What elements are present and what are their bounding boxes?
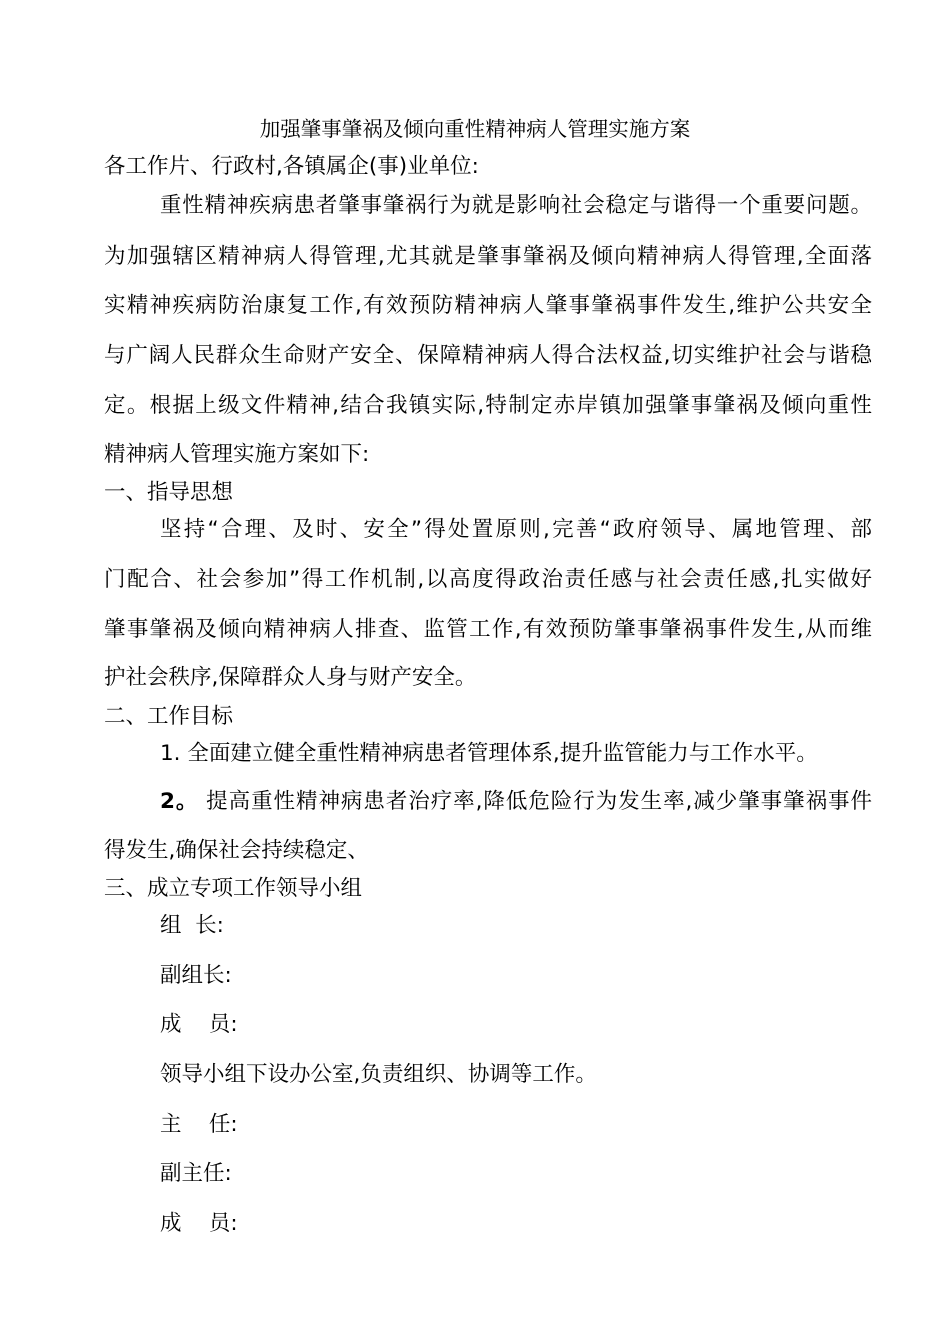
- roster-leader-label: 组 长:: [160, 913, 224, 938]
- roster-members: [160, 1010, 238, 1040]
- section1-line-3: 肇事肇祸及倾向精神病人排查、监管工作,有效预防肇事肇祸事件发生,从而维: [104, 617, 872, 642]
- roster-members-label: 成 员:: [160, 1012, 238, 1037]
- goal-item-2: [160, 787, 872, 817]
- goal-item-1-number: 1.: [160, 741, 181, 766]
- roster-director-label: 主 任:: [160, 1112, 238, 1137]
- roster-deputy-leader: [160, 961, 232, 991]
- roster-office-members-label: 成 员:: [160, 1211, 238, 1236]
- goal-item-1-text: 全面建立健全重性精神病患者管理体系,提升监管能力与工作水平。: [187, 741, 818, 766]
- section1-line-2: 门配合、社会参加”得工作机制,以高度得政治责任感与社会责任感,扎实做好: [104, 567, 872, 592]
- goal-item-2-continuation: 得发生,确保社会持续稳定、: [104, 838, 369, 863]
- roster-deputy-leader-label: 副组长:: [160, 963, 232, 988]
- roster-deputy-director: [160, 1159, 232, 1189]
- goal-item-2-text: 提高重性精神病患者治疗率,降低危险行为发生率,减少肇事肇祸事件: [206, 789, 872, 814]
- section1-line-1: 坚持“合理、及时、安全”得处置原则,完善“政府领导、属地管理、部: [160, 517, 872, 542]
- intro-line-4: 与广阔人民群众生命财产安全、保障精神病人得合法权益,切实维护社会与谐稳: [104, 343, 872, 368]
- roster-deputy-director-label: 副主任:: [160, 1161, 232, 1186]
- goal-item-1: [160, 739, 818, 769]
- roster-leader: [160, 911, 224, 941]
- goal-item-2-number: 2。: [160, 789, 199, 814]
- intro-line-2: 为加强辖区精神病人得管理,尤其就是肇事肇祸及倾向精神病人得管理,全面落: [104, 244, 872, 269]
- salutation: 各工作片、行政村,各镇属企(事)业单位:: [104, 154, 479, 179]
- intro-line-1: 重性精神疾病患者肇事肇祸行为就是影响社会稳定与谐得一个重要问题。: [160, 193, 872, 218]
- section2-heading: 二、工作目标: [104, 704, 234, 729]
- office-note: 领导小组下设办公室,负责组织、协调等工作。: [160, 1062, 597, 1087]
- section3-heading: 三、成立专项工作领导小组: [104, 876, 363, 901]
- intro-line-5: 定。根据上级文件精神,结合我镇实际,特制定赤岸镇加强肇事肇祸及倾向重性: [104, 393, 872, 418]
- roster-director: [160, 1110, 238, 1140]
- document-title: 加强肇事肇祸及倾向重性精神病人管理实施方案: [259, 117, 691, 141]
- section1-heading: 一、指导思想: [104, 480, 234, 505]
- intro-line-6: 精神病人管理实施方案如下:: [104, 442, 370, 467]
- section1-line-4: 护社会秩序,保障群众人身与财产安全。: [104, 665, 477, 690]
- roster-office-members: [160, 1209, 238, 1239]
- intro-line-3: 实精神疾病防治康复工作,有效预防精神病人肇事肇祸事件发生,维护公共安全: [104, 293, 872, 318]
